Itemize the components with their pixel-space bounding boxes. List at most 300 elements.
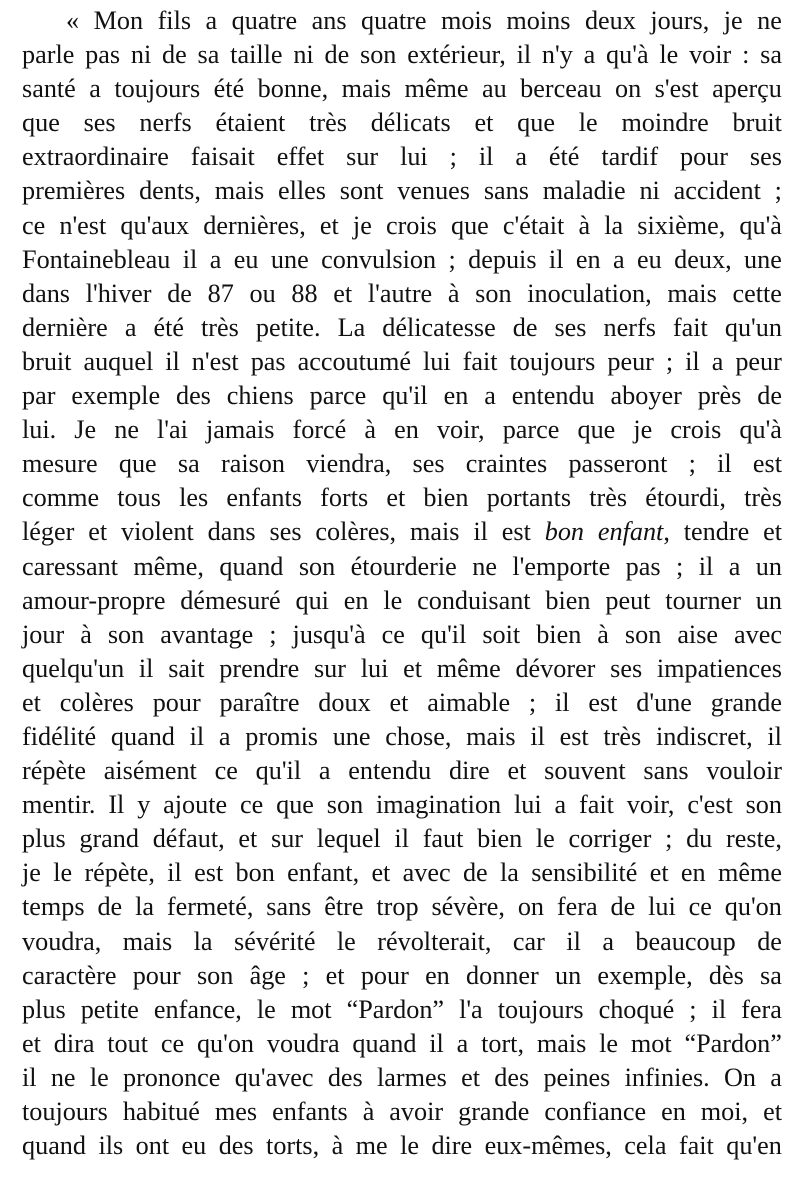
word: en bbox=[680, 858, 706, 888]
word: son bbox=[326, 790, 364, 820]
word: ses bbox=[269, 517, 302, 547]
word: d'une bbox=[636, 687, 692, 717]
word: aboyer bbox=[610, 381, 682, 411]
word: cette bbox=[732, 278, 782, 308]
word: en bbox=[443, 381, 469, 411]
word: Je bbox=[74, 415, 97, 445]
word: avantage bbox=[160, 619, 254, 649]
word: ne bbox=[50, 1062, 76, 1092]
word: bruit bbox=[22, 346, 72, 376]
word: infinies. bbox=[624, 1062, 710, 1092]
text-line bbox=[22, 720, 782, 754]
word: et bbox=[333, 278, 353, 308]
word: Fontainebleau bbox=[22, 244, 171, 274]
word: tourner bbox=[665, 585, 741, 615]
word: lui bbox=[648, 892, 676, 922]
word: a bbox=[318, 756, 331, 786]
word: tous bbox=[117, 483, 161, 513]
word: même bbox=[717, 858, 782, 888]
word: chose, bbox=[385, 721, 452, 751]
word: maladie bbox=[542, 176, 626, 206]
word: parce bbox=[309, 381, 367, 411]
text-line bbox=[22, 345, 782, 379]
word: peur bbox=[607, 346, 654, 376]
word: sa bbox=[197, 40, 220, 70]
word: qui bbox=[295, 585, 329, 615]
word: au bbox=[482, 74, 507, 104]
word: exemple, bbox=[597, 960, 693, 990]
word: la bbox=[193, 926, 213, 956]
word: il bbox=[182, 244, 198, 274]
word: bien bbox=[545, 585, 591, 615]
word: mot bbox=[630, 1028, 672, 1058]
word: toujours bbox=[22, 1097, 108, 1126]
word: il bbox=[767, 721, 782, 751]
word: une bbox=[744, 244, 782, 274]
word: ses bbox=[554, 312, 587, 342]
word: passeront bbox=[568, 449, 668, 479]
text-line bbox=[22, 277, 782, 311]
word: promis bbox=[245, 721, 318, 751]
text-line bbox=[22, 413, 782, 447]
word: peut bbox=[605, 585, 651, 615]
word: même bbox=[436, 653, 501, 683]
word: il bbox=[717, 449, 732, 479]
word: très bbox=[589, 483, 628, 513]
word: effet bbox=[276, 142, 325, 172]
word: et bbox=[763, 1097, 782, 1126]
word: son bbox=[360, 40, 397, 70]
word: soit bbox=[482, 619, 521, 649]
word: accoutumé bbox=[297, 346, 412, 376]
text-line bbox=[22, 379, 782, 413]
word: sans bbox=[643, 756, 689, 786]
word: que bbox=[118, 449, 157, 479]
word: voir, bbox=[626, 790, 675, 820]
word: et bbox=[403, 653, 422, 683]
word: la bbox=[135, 892, 154, 922]
word: de bbox=[610, 892, 636, 922]
word: entendu bbox=[511, 381, 595, 411]
word: ne bbox=[757, 6, 782, 35]
word: fermeté, bbox=[166, 892, 254, 922]
word: peur bbox=[735, 346, 782, 376]
word: doux bbox=[318, 687, 371, 717]
word: très bbox=[744, 483, 782, 513]
word: c'est bbox=[687, 790, 733, 820]
word: paraître bbox=[219, 687, 300, 717]
word: a bbox=[613, 244, 625, 274]
word: quand bbox=[219, 551, 284, 581]
word: le bbox=[89, 1062, 109, 1092]
word: il bbox=[167, 858, 182, 888]
text-line bbox=[22, 584, 782, 618]
word: toujours bbox=[114, 74, 201, 104]
word: a bbox=[89, 74, 101, 104]
word: ses bbox=[412, 449, 445, 479]
word: torts, bbox=[266, 1131, 320, 1161]
text-line bbox=[22, 925, 782, 959]
word: imagination bbox=[376, 790, 502, 820]
word: convulsion bbox=[321, 244, 437, 274]
word: ans bbox=[311, 6, 347, 35]
text-line bbox=[22, 209, 782, 243]
word: que bbox=[450, 210, 489, 240]
word: de bbox=[97, 892, 123, 922]
word: l'autre bbox=[367, 278, 433, 308]
text-line bbox=[22, 822, 782, 856]
word: dire bbox=[431, 1131, 473, 1161]
word: berceau bbox=[520, 74, 602, 104]
word: sixième, bbox=[637, 210, 726, 240]
word: très bbox=[201, 312, 239, 342]
word: et bbox=[325, 960, 345, 990]
text-line bbox=[22, 993, 782, 1027]
word: extérieur, bbox=[407, 40, 506, 70]
word: il bbox=[478, 142, 494, 172]
text-line bbox=[22, 1027, 782, 1061]
word: et bbox=[474, 108, 494, 138]
word: en bbox=[394, 415, 419, 445]
word: grande bbox=[458, 1097, 530, 1126]
word: bon bbox=[235, 858, 275, 888]
word: voudra, bbox=[22, 926, 102, 956]
text-line bbox=[22, 515, 782, 549]
text-line bbox=[22, 1129, 782, 1163]
word: sans bbox=[483, 176, 529, 206]
word: petite. bbox=[255, 312, 321, 342]
word: moi, bbox=[700, 1097, 749, 1126]
word: toujours bbox=[497, 994, 584, 1024]
word: quatre bbox=[231, 6, 298, 35]
word: deux bbox=[584, 6, 636, 35]
word: nerfs bbox=[139, 108, 192, 138]
word: pas bbox=[85, 40, 121, 70]
word: mesure bbox=[22, 449, 98, 479]
word: lui bbox=[400, 142, 428, 172]
word: lui bbox=[360, 653, 389, 683]
word: sévérité bbox=[234, 926, 316, 956]
word: parce bbox=[502, 415, 560, 445]
word: a bbox=[728, 551, 741, 581]
word: qu'à bbox=[739, 415, 782, 445]
word: âge bbox=[249, 960, 286, 990]
word: sait bbox=[168, 653, 205, 683]
text-line bbox=[22, 890, 782, 924]
word: accident bbox=[673, 176, 761, 206]
word: de bbox=[462, 858, 488, 888]
word: qu'en bbox=[726, 1131, 782, 1161]
word: 88 bbox=[291, 278, 318, 308]
word: et bbox=[386, 483, 406, 513]
word: que bbox=[577, 415, 616, 445]
word: des bbox=[327, 1062, 363, 1092]
word: depuis bbox=[468, 244, 537, 274]
word: on bbox=[615, 74, 642, 104]
word: vouloir bbox=[706, 756, 782, 786]
word: tout bbox=[107, 1028, 149, 1058]
word: qu'aux bbox=[120, 210, 190, 240]
word: révolterait, bbox=[377, 926, 492, 956]
word: trop bbox=[376, 892, 419, 922]
word: qu'à bbox=[739, 210, 782, 240]
word: colères, bbox=[315, 517, 397, 547]
text-line bbox=[22, 243, 782, 277]
word: tardif bbox=[601, 142, 659, 172]
word: prononce bbox=[122, 1062, 221, 1092]
word: caractère bbox=[22, 960, 117, 990]
word: ; bbox=[676, 551, 684, 581]
word: ; bbox=[774, 176, 782, 206]
word: s'est bbox=[654, 74, 699, 104]
word: sa bbox=[177, 449, 200, 479]
word: aperçu bbox=[712, 74, 782, 104]
word: l'hiver bbox=[85, 278, 152, 308]
word: de bbox=[757, 926, 782, 956]
word: démesuré bbox=[180, 585, 281, 615]
word: avoir bbox=[389, 1097, 444, 1126]
text-line bbox=[22, 856, 782, 890]
word: ce bbox=[381, 619, 405, 649]
word: son bbox=[475, 278, 512, 308]
word: l'ai bbox=[157, 415, 188, 445]
word: enfant, bbox=[287, 858, 360, 888]
word: comme bbox=[22, 483, 100, 513]
word: ; bbox=[449, 142, 457, 172]
word: il bbox=[22, 1062, 37, 1092]
word: pour bbox=[152, 687, 201, 717]
word: léger bbox=[22, 517, 75, 547]
word: le bbox=[336, 926, 356, 956]
word: à bbox=[578, 210, 591, 240]
word: dès bbox=[708, 960, 744, 990]
word: Mon bbox=[93, 6, 144, 35]
word: en bbox=[575, 244, 601, 274]
word: a bbox=[124, 312, 137, 342]
word: le bbox=[578, 108, 598, 138]
word: jamais bbox=[206, 415, 275, 445]
word: impatiences bbox=[656, 653, 782, 683]
word: fait bbox=[678, 1131, 714, 1161]
word: elles bbox=[277, 176, 326, 206]
word: faut bbox=[422, 824, 464, 854]
word: le bbox=[659, 40, 679, 70]
word: grande bbox=[710, 687, 782, 717]
word: et bbox=[22, 687, 41, 717]
word: répète, bbox=[84, 858, 155, 888]
word: en bbox=[661, 1097, 686, 1126]
document-page bbox=[22, 4, 782, 1163]
word: son bbox=[298, 551, 336, 581]
word: pas bbox=[625, 551, 661, 581]
word: délicatesse bbox=[382, 312, 496, 342]
word: ne bbox=[472, 551, 497, 581]
word: venues bbox=[397, 176, 470, 206]
word: il bbox=[429, 1028, 444, 1058]
word: a bbox=[770, 1062, 782, 1092]
word: entendu bbox=[348, 756, 432, 786]
word: portants bbox=[486, 483, 572, 513]
word: fidélité bbox=[22, 721, 97, 751]
word: viendra, bbox=[306, 449, 392, 479]
word: le bbox=[400, 1131, 419, 1161]
word: ; bbox=[302, 960, 310, 990]
word: que bbox=[22, 108, 60, 138]
word: toujours bbox=[509, 346, 596, 376]
word: choqué bbox=[598, 994, 675, 1024]
word: il bbox=[165, 346, 180, 376]
word: son bbox=[624, 619, 662, 649]
word: colères bbox=[59, 687, 134, 717]
word: pour bbox=[360, 960, 409, 990]
word: fait bbox=[672, 312, 708, 342]
word: il bbox=[555, 687, 570, 717]
word: et bbox=[507, 756, 527, 786]
word: étourdi, bbox=[645, 483, 726, 513]
word: quand bbox=[352, 1028, 417, 1058]
word: sensibilité bbox=[531, 858, 638, 888]
word: faisait bbox=[190, 142, 255, 172]
word: mentir. bbox=[22, 790, 96, 820]
word: ne bbox=[114, 415, 139, 445]
word: il bbox=[189, 721, 205, 751]
word: peines bbox=[543, 1062, 611, 1092]
word: le bbox=[383, 585, 403, 615]
word: qu'il bbox=[382, 381, 428, 411]
word: il bbox=[548, 244, 564, 274]
word: est bbox=[588, 687, 618, 717]
word: quatre bbox=[361, 6, 427, 35]
word: des bbox=[218, 1131, 254, 1161]
word: ce bbox=[22, 210, 46, 240]
word: “Pardon” bbox=[346, 994, 445, 1024]
word: et bbox=[319, 210, 339, 240]
word: fera bbox=[741, 994, 782, 1024]
word: je bbox=[633, 415, 653, 445]
word: même, bbox=[133, 551, 204, 581]
word: conduisant bbox=[417, 585, 531, 615]
word: que bbox=[517, 108, 555, 138]
word: en bbox=[425, 960, 450, 990]
word: est bbox=[752, 449, 782, 479]
text-line bbox=[22, 1061, 782, 1095]
word: confiance bbox=[544, 1097, 647, 1126]
word: de bbox=[757, 381, 782, 411]
word: et bbox=[763, 517, 782, 547]
word: c'était bbox=[502, 210, 565, 240]
word: enfants bbox=[272, 1097, 348, 1126]
word: par bbox=[22, 381, 56, 411]
word: auquel bbox=[83, 346, 154, 376]
word: des bbox=[175, 381, 211, 411]
word: très bbox=[603, 721, 642, 751]
word: une bbox=[270, 244, 309, 274]
word: car bbox=[512, 926, 545, 956]
word: crois bbox=[670, 415, 722, 445]
word: reste, bbox=[725, 824, 782, 854]
word: bruit bbox=[732, 108, 782, 138]
word: des bbox=[494, 1062, 530, 1092]
word: l'a bbox=[459, 994, 483, 1024]
word: le bbox=[256, 994, 276, 1024]
word: chiens bbox=[226, 381, 294, 411]
word: amour-propre bbox=[22, 585, 166, 615]
word: Il bbox=[108, 790, 125, 820]
word: lui bbox=[514, 790, 542, 820]
text-line bbox=[22, 140, 782, 174]
word: temps bbox=[22, 892, 85, 922]
word: il bbox=[473, 517, 488, 547]
text-line bbox=[22, 311, 782, 345]
word: plus bbox=[22, 994, 66, 1024]
word: ni bbox=[639, 176, 660, 206]
word: ou bbox=[249, 278, 276, 308]
text-line bbox=[22, 550, 782, 584]
word: On bbox=[724, 1062, 757, 1092]
word: une bbox=[332, 721, 371, 751]
word: ni bbox=[130, 40, 152, 70]
word: plus bbox=[22, 824, 66, 854]
text-line bbox=[22, 481, 782, 515]
word: quelqu'un bbox=[22, 653, 125, 683]
word: donner bbox=[466, 960, 539, 990]
word: et bbox=[461, 1062, 480, 1092]
word: tendre bbox=[683, 517, 750, 547]
word: moins bbox=[506, 6, 571, 35]
text-line bbox=[22, 618, 782, 652]
word: fait bbox=[579, 790, 614, 820]
word: l'emporte bbox=[512, 551, 611, 581]
word: aisément bbox=[103, 756, 197, 786]
word: santé bbox=[22, 74, 76, 104]
word: dans bbox=[207, 517, 256, 547]
word: ; bbox=[665, 346, 674, 376]
word: eu bbox=[637, 244, 662, 274]
paragraph bbox=[22, 4, 782, 1163]
word: fera bbox=[556, 892, 598, 922]
word: dévorer bbox=[515, 653, 596, 683]
word: enfance, bbox=[153, 994, 242, 1024]
word: lui bbox=[423, 346, 451, 376]
text-line bbox=[22, 72, 782, 106]
word: me bbox=[355, 1131, 388, 1161]
word: a bbox=[583, 40, 596, 70]
word: à bbox=[597, 619, 609, 649]
word: la bbox=[604, 210, 624, 240]
word: ils bbox=[98, 1131, 124, 1161]
word: voudra bbox=[266, 1028, 340, 1058]
word: un bbox=[755, 585, 782, 615]
word: dernières, bbox=[203, 210, 306, 240]
word: bien bbox=[423, 483, 469, 513]
word: exemple bbox=[71, 381, 161, 411]
word: le bbox=[53, 858, 73, 888]
word: ses bbox=[83, 108, 116, 138]
word: grand bbox=[79, 824, 139, 854]
word: je bbox=[723, 6, 743, 35]
word: violent bbox=[121, 517, 194, 547]
word: jours, bbox=[650, 6, 710, 35]
word: est bbox=[559, 721, 589, 751]
word: a bbox=[711, 346, 724, 376]
word: ses bbox=[749, 142, 782, 172]
word: parle bbox=[22, 40, 75, 70]
word: eu bbox=[181, 1131, 207, 1161]
word: est bbox=[194, 858, 224, 888]
text-line bbox=[22, 106, 782, 140]
word: mais bbox=[667, 278, 717, 308]
text-line bbox=[22, 174, 782, 208]
